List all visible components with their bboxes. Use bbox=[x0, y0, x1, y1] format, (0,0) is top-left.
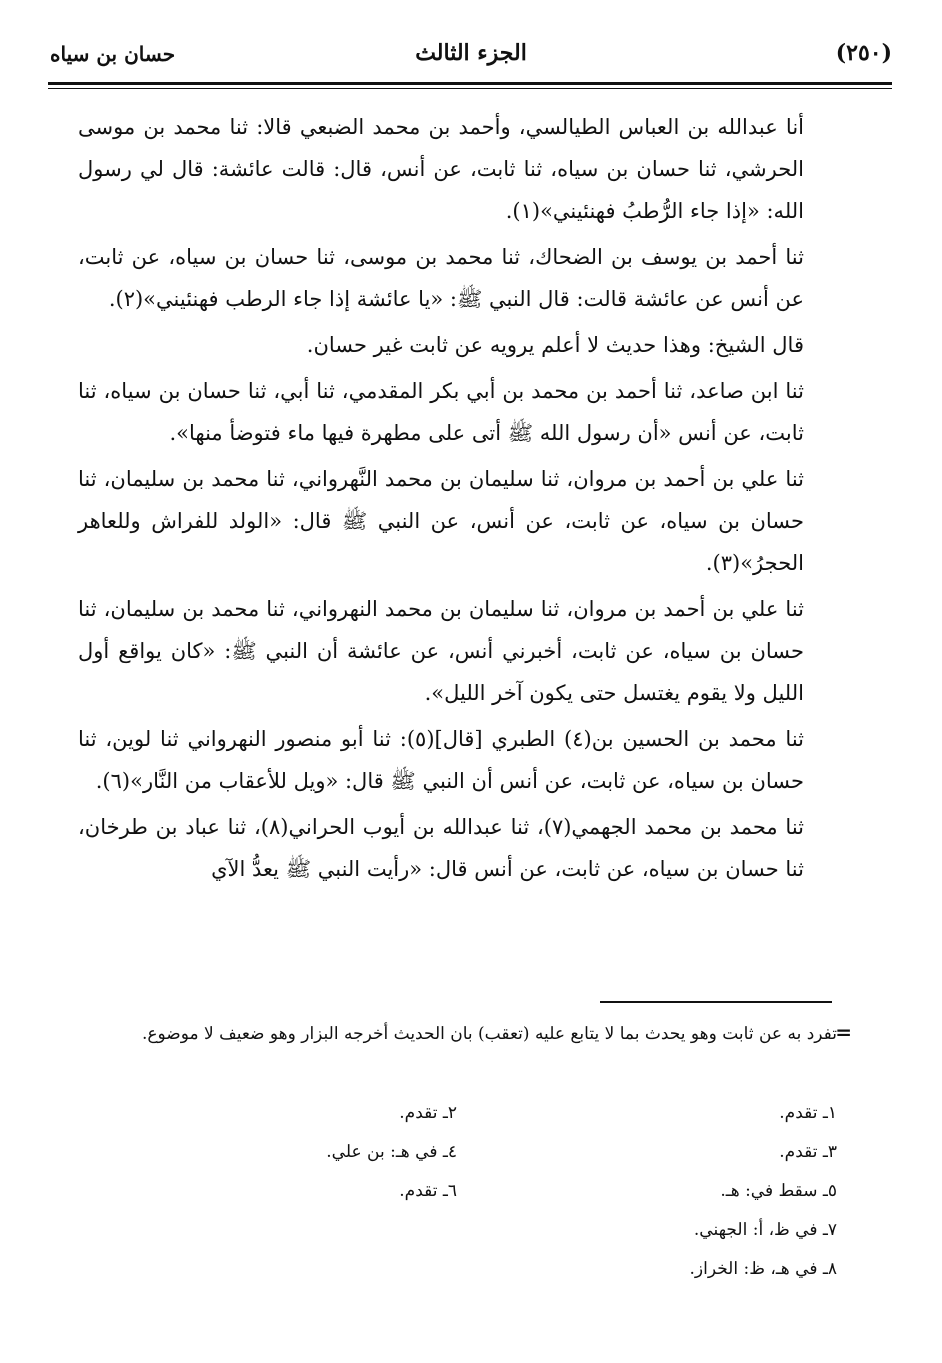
commentary-paragraph: قال الشيخ: وهذا حديث لا أعلم يرويه عن ثابت غير حسان. bbox=[306, 333, 804, 357]
footnote: ٥ـ سقط في: هـ. bbox=[720, 1181, 837, 1201]
hadith-paragraph: أنا عبدالله بن العباس الطيالسي، وأحمد بن محمد الضبعي قالا: ثنا محمد بن موسى الحرشي، ثنا حسان بن سياه، ثنا ثابت، عن أنس، قال: قالت عائشة: قال لي رسول الله: «إذا جاء الرُّطبُ فهنئيني»(١). bbox=[78, 115, 804, 223]
footnote: ٤ـ في هـ: بن علي. bbox=[326, 1142, 457, 1162]
footnote: ٨ـ في هـ، ظ: الخراز. bbox=[689, 1259, 837, 1279]
footnote-continuation-mark: = bbox=[835, 1020, 852, 1044]
main-text bbox=[78, 106, 804, 894]
footnote-row bbox=[160, 1133, 837, 1172]
footnote: ٣ـ تقدم. bbox=[779, 1142, 837, 1162]
footnote: ٦ـ تقدم. bbox=[399, 1181, 457, 1201]
footnote-row bbox=[160, 1250, 837, 1289]
footnote bbox=[160, 1211, 457, 1250]
hadith-paragraph: ثنا ابن صاعد، ثنا أحمد بن محمد بن أبي بكر المقدمي، ثنا أبي، ثنا حسان بن سياه، ثنا ثابت، عن أنس «أن رسول الله ﷺ أتى على مطهرة فيها ماء فتوضأ منها». bbox=[78, 379, 804, 445]
hadith-paragraph: ثنا علي بن أحمد بن مروان، ثنا سليمان بن محمد النهرواني، ثنا محمد بن سليمان، ثنا حسان بن سياه، عن ثابت، أخبرني أنس، عن عائشة أن النبي ﷺ: «كان يواقع أول الليل ولا يقوم يغتسل حتى يكون آخر الليل». bbox=[78, 597, 804, 705]
header-rule-thin bbox=[48, 88, 892, 89]
hadith-paragraph: ثنا علي بن أحمد بن مروان، ثنا سليمان بن محمد النَّهرواني، ثنا محمد بن سليمان، ثنا حسان بن سياه، عن ثابت، عن أنس، عن النبي ﷺ قال: «الولد للفراش وللعاهر الحجرُ»(٣). bbox=[78, 467, 804, 575]
footnote-row bbox=[160, 1172, 837, 1211]
part-title: الجزء الثالث bbox=[415, 40, 527, 66]
hadith-paragraph: ثنا محمد بن محمد الجهمي(٧)، ثنا عبدالله بن أيوب الحراني(٨)، ثنا عباد بن طرخان، ثنا حسان بن سياه، عن ثابت، عن أنس قال: «رأيت النبي ﷺ يعدُّ الآي bbox=[78, 815, 805, 881]
footnote-continuation: تفرد به عن ثابت وهو يحدث بما لا يتابع عليه (تعقب) بان الحديث أخرجه البزار وهو ضعيف لا موضوع. bbox=[141, 1024, 837, 1044]
footnote-row bbox=[160, 1094, 837, 1133]
footnote: ١ـ تقدم. bbox=[779, 1103, 837, 1123]
page-header bbox=[50, 40, 892, 84]
hadith-paragraph: ثنا أحمد بن يوسف بن الضحاك، ثنا محمد بن موسى، ثنا حسان بن سياه، عن ثابت، عن أنس عن عائشة قالت: قال النبي ﷺ: «يا عائشة إذا جاء الرطب فهنئيني»(٢). bbox=[78, 245, 804, 311]
hadith-paragraph: ثنا محمد بن الحسين بن(٤) الطبري [قال](٥): ثنا أبو منصور النهرواني ثنا لوين، ثنا حسان بن سياه، عن ثابت، عن أنس أن النبي ﷺ قال: «ويل للأعقاب من النَّار»(٦). bbox=[78, 727, 805, 793]
footnote-separator bbox=[600, 1001, 832, 1003]
footnote: ٢ـ تقدم. bbox=[399, 1103, 457, 1123]
running-title: حسان بن سياه bbox=[50, 42, 176, 66]
page-number: (٢٥٠) bbox=[835, 40, 892, 66]
footnotes bbox=[160, 1094, 837, 1289]
footnote: ٧ـ في ظ، أ: الجهني. bbox=[693, 1220, 837, 1240]
footnote bbox=[160, 1250, 457, 1289]
header-rule bbox=[48, 82, 892, 85]
footnote-row bbox=[160, 1211, 837, 1250]
